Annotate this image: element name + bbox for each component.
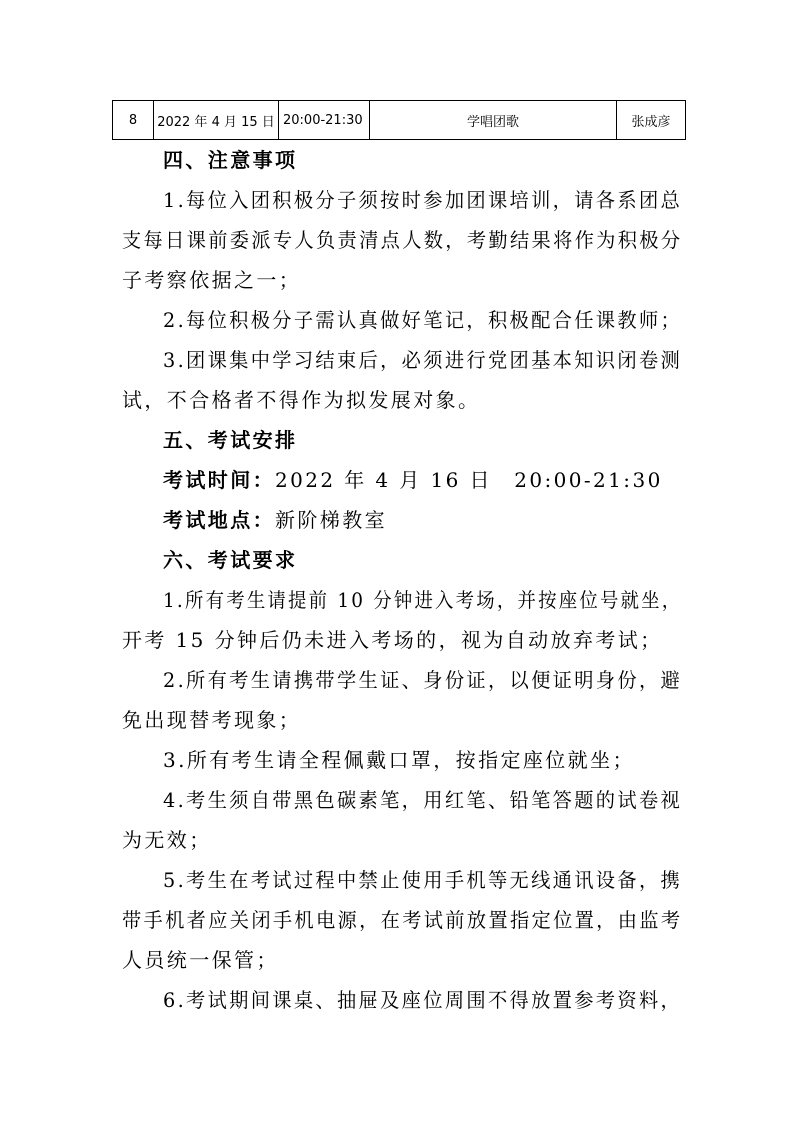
- session-teacher-cell: 张成彦: [617, 101, 686, 140]
- rule-item-1-line-2: 开考 15 分钟后仍未进入考场的，视为自动放弃考试；: [122, 628, 663, 652]
- exam-time-line: [163, 460, 663, 500]
- section-4-heading: 四、注意事项: [163, 148, 298, 172]
- rule-item-3-line-1: 3.所有考生请全程佩戴口罩，按指定座位就坐；: [163, 748, 635, 772]
- exam-place-value: 新阶梯教室: [275, 508, 387, 532]
- schedule-table: [112, 100, 686, 140]
- rule-item-2-line-2: 免出现替考现象；: [122, 708, 302, 732]
- session-date-cell: 2022 年 4 月 15 日: [154, 101, 279, 140]
- rule-item-1-line-1: 1.所有考生请提前 10 分钟进入考场，并按座位号就坐，: [163, 588, 683, 612]
- rule-item-4-line-2: 为无效；: [122, 828, 212, 852]
- rule-item-5-line-2: 带手机者应关闭手机电源，在考试前放置指定位置，由监考: [122, 908, 683, 932]
- rule-item-2-line-1: 2.所有考生请携带学生证、身份证，以便证明身份，避: [163, 668, 683, 692]
- section-5-heading: 五、考试安排: [163, 428, 298, 452]
- exam-time-label: 考试时间：: [163, 468, 275, 492]
- session-number-cell: 8: [113, 101, 154, 140]
- rule-item-4-line-1: 4.考生须自带黑色碳素笔，用红笔、铅笔答题的试卷视: [163, 788, 683, 812]
- exam-time-value: 2022 年 4 月 16 日 20:00-21:30: [275, 468, 663, 492]
- notice-item-1-line-1: 1.每位入团积极分子须按时参加团课培训，请各系团总: [163, 188, 683, 212]
- session-topic-cell: 学唱团歌: [370, 101, 617, 140]
- table-row: [113, 101, 686, 140]
- exam-place-line: [163, 500, 387, 540]
- exam-place-label: 考试地点：: [163, 508, 275, 532]
- notice-item-1-line-3: 子考察依据之一；: [122, 268, 302, 292]
- notice-item-1-line-2: 支每日课前委派专人负责清点人数，考勤结果将作为积极分: [122, 228, 683, 252]
- session-time-cell: 20:00-21:30: [279, 101, 370, 140]
- rule-item-5-line-3: 人员统一保管；: [122, 948, 279, 972]
- notice-item-2-line-1: 2.每位积极分子需认真做好笔记，积极配合任课教师；: [163, 308, 683, 332]
- section-6-heading: 六、考试要求: [163, 548, 298, 572]
- rule-item-6-line-1: 6.考试期间课桌、抽屉及座位周围不得放置参考资料，: [163, 988, 683, 1012]
- notice-item-3-line-1: 3.团课集中学习结束后，必须进行党团基本知识闭卷测: [163, 348, 683, 372]
- notice-item-3-line-2: 试，不合格者不得作为拟发展对象。: [122, 388, 481, 412]
- rule-item-5-line-1: 5.考生在考试过程中禁止使用手机等无线通讯设备，携: [163, 868, 683, 892]
